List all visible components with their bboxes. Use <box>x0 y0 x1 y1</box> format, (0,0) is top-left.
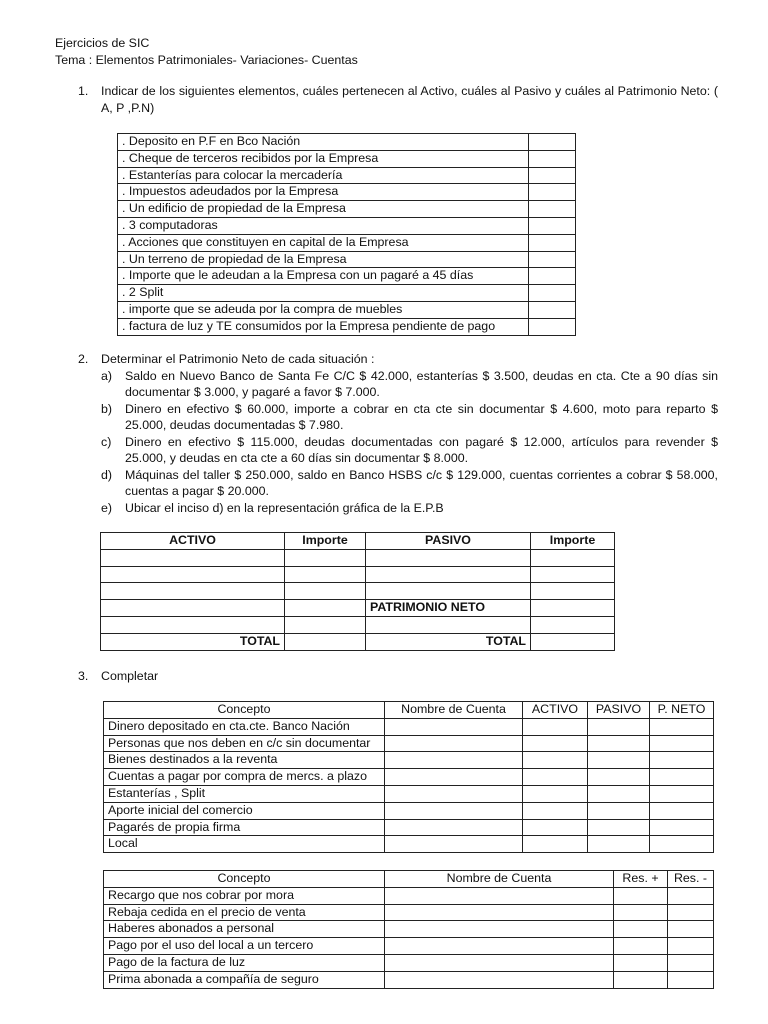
input-cell[interactable] <box>531 616 615 633</box>
table-row <box>118 234 576 251</box>
subitem-a <box>101 368 718 401</box>
input-cell[interactable] <box>531 600 615 617</box>
question-2 <box>78 351 718 516</box>
table-row <box>104 938 714 955</box>
subitem-e <box>101 500 718 517</box>
table-row <box>118 251 576 268</box>
col-pasivo: PASIVO <box>366 533 531 550</box>
input-cell[interactable] <box>523 718 588 735</box>
input-cell[interactable] <box>529 301 576 318</box>
concept-cell: . importe que se adeuda por la compra de muebles <box>118 301 529 318</box>
input-cell[interactable] <box>285 549 366 566</box>
input-cell[interactable] <box>523 836 588 853</box>
concept-cell: Local <box>104 836 385 853</box>
input-cell[interactable] <box>523 735 588 752</box>
input-cell[interactable] <box>614 887 668 904</box>
input-cell[interactable] <box>385 921 614 938</box>
concept-cell: Cuentas a pagar por compra de mercs. a plazo <box>104 769 385 786</box>
concept-cell: . Estanterías para colocar la mercadería <box>118 167 529 184</box>
concept-cell: Aporte inicial del comercio <box>104 802 385 819</box>
subitem-letter: b) <box>101 401 113 416</box>
input-cell[interactable] <box>385 938 614 955</box>
input-cell[interactable] <box>588 785 650 802</box>
col-importe-activo: Importe <box>285 533 366 550</box>
question-3 <box>78 668 718 685</box>
subitem-letter: a) <box>101 368 113 383</box>
input-cell[interactable] <box>101 549 285 566</box>
input-cell[interactable] <box>650 718 714 735</box>
header-line-1: Ejercicios de SIC <box>55 36 150 50</box>
question-1 <box>78 83 718 116</box>
table-row <box>118 201 576 218</box>
input-cell[interactable] <box>529 285 576 302</box>
concept-cell: Bienes destinados a la reventa <box>104 752 385 769</box>
input-cell[interactable] <box>385 971 614 988</box>
col-concepto: Concepto <box>104 871 385 888</box>
question-2-text: Determinar el Patrimonio Neto de cada situación : <box>101 352 375 366</box>
input-cell[interactable] <box>588 819 650 836</box>
input-cell[interactable] <box>366 583 531 600</box>
subitem-text: Máquinas del taller $ 250.000, saldo en Banco HSBS c/c $ 129.000, cuentas corrientes a cobrar $ 58.000, cuentas a pagar $ 20.000. <box>125 467 718 498</box>
col-res-minus: Res. - <box>668 871 714 888</box>
input-cell[interactable] <box>523 819 588 836</box>
table-row <box>104 836 714 853</box>
table-row <box>104 904 714 921</box>
input-cell[interactable] <box>614 971 668 988</box>
epb-table <box>100 532 615 651</box>
input-cell[interactable] <box>668 921 714 938</box>
input-cell[interactable] <box>668 954 714 971</box>
input-cell[interactable] <box>529 184 576 201</box>
subitem-letter: e) <box>101 500 113 515</box>
subitem-b <box>101 401 718 434</box>
input-cell[interactable] <box>588 718 650 735</box>
total-left-label: TOTAL <box>101 633 285 650</box>
table-row <box>104 752 714 769</box>
epb-row <box>101 566 615 583</box>
question-2-number: 2. <box>78 352 89 366</box>
question-1-text: Indicar de los siguientes elementos, cuáles pertenecen al Activo, cuáles al Pasivo y cuáles al Patrimonio Neto: ( A, P ,P.N) <box>101 84 718 115</box>
input-cell[interactable] <box>668 904 714 921</box>
table-row <box>104 769 714 786</box>
concept-cell: Estanterías , Split <box>104 785 385 802</box>
table-row <box>104 785 714 802</box>
concept-cell: . Impuestos adeudados por la Empresa <box>118 184 529 201</box>
table-row <box>104 718 714 735</box>
input-cell[interactable] <box>523 769 588 786</box>
question-1-number: 1. <box>78 84 89 98</box>
table-row <box>104 802 714 819</box>
input-cell[interactable] <box>285 566 366 583</box>
concept-cell: Prima abonada a compañía de seguro <box>104 971 385 988</box>
input-cell[interactable] <box>588 752 650 769</box>
question-3-text: Completar <box>101 669 159 683</box>
input-cell[interactable] <box>366 549 531 566</box>
input-cell[interactable] <box>385 735 523 752</box>
input-cell[interactable] <box>529 251 576 268</box>
input-cell[interactable] <box>285 600 366 617</box>
total-right-label: TOTAL <box>366 633 531 650</box>
epb-row <box>101 616 615 633</box>
input-cell[interactable] <box>529 134 576 151</box>
col-p-neto: P. NETO <box>650 702 714 719</box>
input-cell[interactable] <box>531 566 615 583</box>
input-cell[interactable] <box>529 167 576 184</box>
input-cell[interactable] <box>650 802 714 819</box>
col-res-plus: Res. + <box>614 871 668 888</box>
input-cell[interactable] <box>523 785 588 802</box>
document-header <box>55 35 358 68</box>
table-row <box>118 268 576 285</box>
subitem-c <box>101 434 718 467</box>
epb-total-row <box>101 633 615 650</box>
concept-cell: Recargo que nos cobrar por mora <box>104 887 385 904</box>
input-cell[interactable] <box>529 268 576 285</box>
subitem-text: Saldo en Nuevo Banco de Santa Fe C/C $ 42.000, estanterías $ 3.500, deudas en cta. Cte a 90 días sin documentar $ 3.000, y pagaré a favor $ 7.000. <box>125 368 718 399</box>
concept-cell: . Deposito en P.F en Bco Nación <box>118 134 529 151</box>
input-cell[interactable] <box>529 150 576 167</box>
table-row <box>118 150 576 167</box>
table-row <box>118 301 576 318</box>
input-cell[interactable] <box>285 616 366 633</box>
table-row <box>118 285 576 302</box>
col-nombre-cuenta: Nombre de Cuenta <box>385 702 523 719</box>
subitem-text: Dinero en efectivo $ 60.000, importe a cobrar en cta cte sin documentar $ 4.600, moto para reparto $ 25.000, deudas documentadas $ 7.980. <box>125 401 718 432</box>
table-row <box>104 887 714 904</box>
concept-cell: . Un terreno de propiedad de la Empresa <box>118 251 529 268</box>
col-activo: ACTIVO <box>523 702 588 719</box>
table-row <box>118 217 576 234</box>
subitem-letter: c) <box>101 434 112 449</box>
input-cell[interactable] <box>531 633 615 650</box>
question-3-number: 3. <box>78 669 89 683</box>
input-cell[interactable] <box>385 887 614 904</box>
col-concepto: Concepto <box>104 702 385 719</box>
table-row <box>118 184 576 201</box>
input-cell[interactable] <box>588 769 650 786</box>
input-cell[interactable] <box>529 217 576 234</box>
input-cell[interactable] <box>385 718 523 735</box>
input-cell[interactable] <box>385 802 523 819</box>
input-cell[interactable] <box>614 954 668 971</box>
patrimonio-neto-label: PATRIMONIO NETO <box>366 600 531 617</box>
input-cell[interactable] <box>285 583 366 600</box>
input-cell[interactable] <box>529 201 576 218</box>
concept-cell: . Un edificio de propiedad de la Empresa <box>118 201 529 218</box>
subitem-text: Ubicar el inciso d) en la representación gráfica de la E.P.B <box>125 500 444 515</box>
table-row <box>104 735 714 752</box>
input-cell[interactable] <box>531 549 615 566</box>
subitem-text: Dinero en efectivo $ 115.000, deudas documentadas con pagaré $ 12.000, artículos para revender $ 25.000, y deudas en cta cte a 60 días sin documentar $ 8.000. <box>125 434 718 465</box>
concept-cell: . factura de luz y TE consumidos por la Empresa pendiente de pago <box>118 318 529 335</box>
input-cell[interactable] <box>385 954 614 971</box>
subitem-letter: d) <box>101 467 113 482</box>
epb-row <box>101 600 615 617</box>
input-cell[interactable] <box>285 633 366 650</box>
input-cell[interactable] <box>614 904 668 921</box>
input-cell[interactable] <box>101 583 285 600</box>
question-2-subitems <box>101 368 718 517</box>
table-row <box>118 134 576 151</box>
input-cell[interactable] <box>366 566 531 583</box>
concept-cell: Haberes abonados a personal <box>104 921 385 938</box>
concept-cell: . Cheque de terceros recibidos por la Empresa <box>118 150 529 167</box>
input-cell[interactable] <box>385 769 523 786</box>
input-cell[interactable] <box>668 971 714 988</box>
concept-cell: Rebaja cedida en el precio de venta <box>104 904 385 921</box>
concept-cell: . Acciones que constituyen en capital de la Empresa <box>118 234 529 251</box>
concept-cell: . Importe que le adeudan a la Empresa con un pagaré a 45 días <box>118 268 529 285</box>
input-cell[interactable] <box>366 616 531 633</box>
table-row <box>118 167 576 184</box>
input-cell[interactable] <box>614 938 668 955</box>
input-cell[interactable] <box>523 802 588 819</box>
input-cell[interactable] <box>101 566 285 583</box>
input-cell[interactable] <box>650 836 714 853</box>
input-cell[interactable] <box>650 819 714 836</box>
header-line-2: Tema : Elementos Patrimoniales- Variaciones- Cuentas <box>55 52 358 67</box>
input-cell[interactable] <box>614 921 668 938</box>
q3-accounts-table <box>103 701 714 853</box>
q3-results-table <box>103 870 714 989</box>
concept-cell: Pagarés de propia firma <box>104 819 385 836</box>
input-cell[interactable] <box>101 616 285 633</box>
q1-classification-table <box>117 133 576 336</box>
input-cell[interactable] <box>529 234 576 251</box>
col-nombre-cuenta: Nombre de Cuenta <box>385 871 614 888</box>
table-row <box>104 971 714 988</box>
concept-cell: Dinero depositado en cta.cte. Banco Nación <box>104 718 385 735</box>
epb-row <box>101 583 615 600</box>
concept-cell: . 2 Split <box>118 285 529 302</box>
concept-cell: . 3 computadoras <box>118 217 529 234</box>
input-cell[interactable] <box>668 938 714 955</box>
input-cell[interactable] <box>385 752 523 769</box>
input-cell[interactable] <box>385 785 523 802</box>
input-cell[interactable] <box>385 904 614 921</box>
concept-cell: Pago por el uso del local a un tercero <box>104 938 385 955</box>
input-cell[interactable] <box>588 802 650 819</box>
input-cell[interactable] <box>529 318 576 335</box>
concept-cell: Pago de la factura de luz <box>104 954 385 971</box>
table-row <box>118 318 576 335</box>
input-cell[interactable] <box>385 836 523 853</box>
input-cell[interactable] <box>668 887 714 904</box>
input-cell[interactable] <box>523 752 588 769</box>
input-cell[interactable] <box>650 769 714 786</box>
table-row <box>104 921 714 938</box>
col-activo: ACTIVO <box>101 533 285 550</box>
input-cell[interactable] <box>650 752 714 769</box>
input-cell[interactable] <box>531 583 615 600</box>
input-cell[interactable] <box>588 836 650 853</box>
col-importe-pasivo: Importe <box>531 533 615 550</box>
epb-row <box>101 549 615 566</box>
input-cell[interactable] <box>588 735 650 752</box>
input-cell[interactable] <box>650 785 714 802</box>
input-cell[interactable] <box>385 819 523 836</box>
col-pasivo: PASIVO <box>588 702 650 719</box>
concept-cell: Personas que nos deben en c/c sin documentar <box>104 735 385 752</box>
table-row <box>104 819 714 836</box>
input-cell[interactable] <box>650 735 714 752</box>
subitem-d <box>101 467 718 500</box>
input-cell[interactable] <box>101 600 285 617</box>
table-row <box>104 954 714 971</box>
